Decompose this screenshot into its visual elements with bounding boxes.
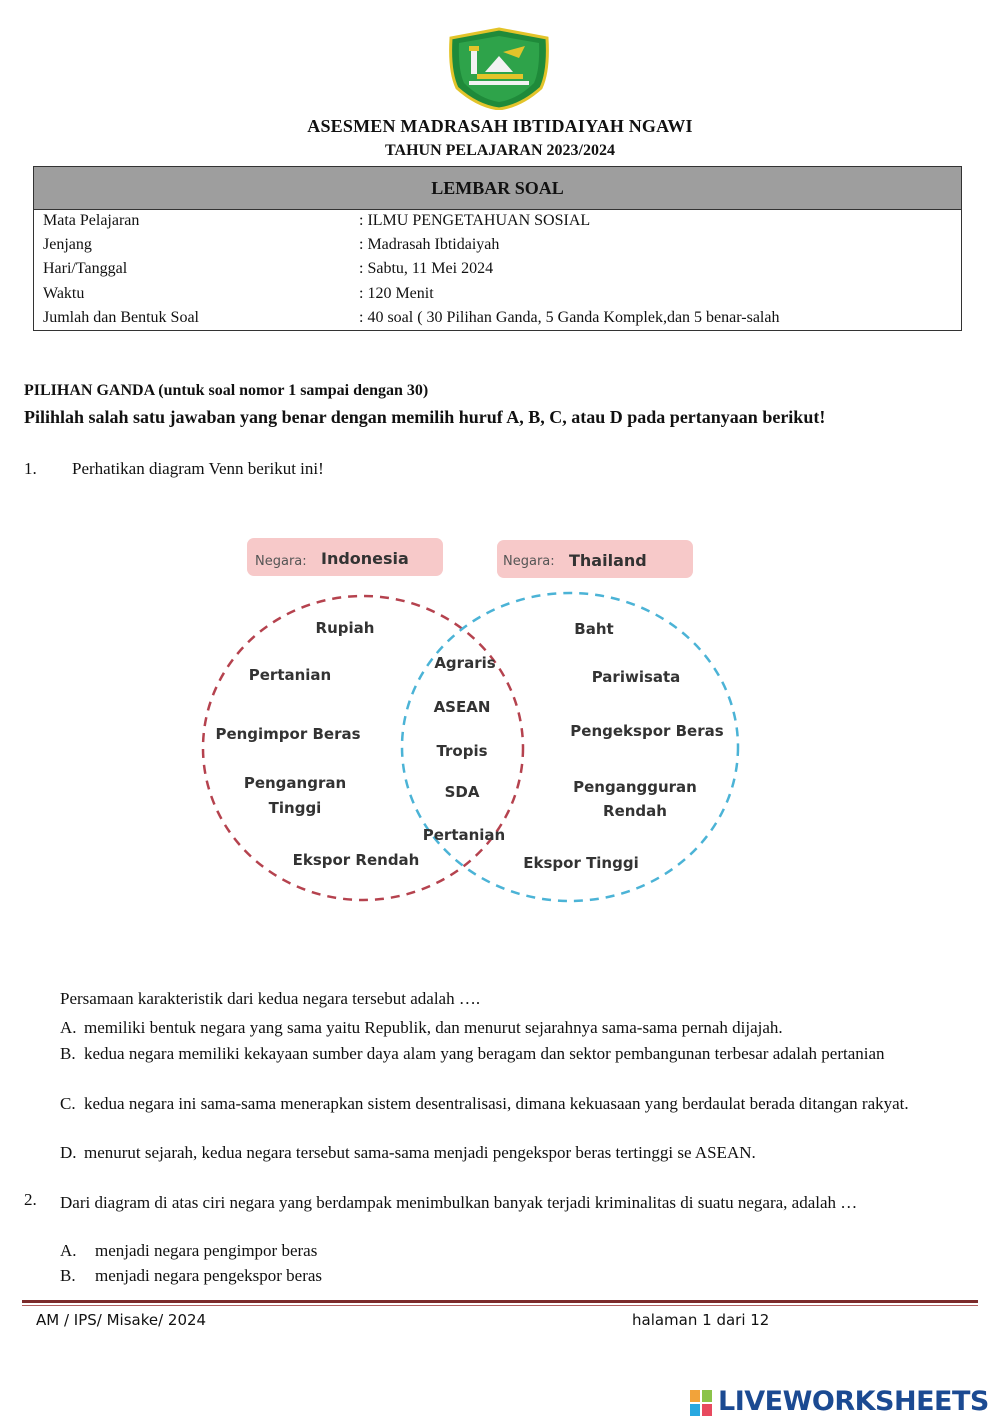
- venn-diagram: [195, 530, 755, 910]
- option-letter: A.: [60, 1241, 77, 1260]
- venn-left-item: Pengangran: [243, 774, 347, 792]
- footer-divider: [22, 1300, 978, 1303]
- liveworksheets-icon: [690, 1390, 712, 1416]
- venn-right-item: Rendah: [603, 802, 667, 820]
- option-letter: B.: [60, 1044, 76, 1063]
- right-tag-label: Negara:: [503, 554, 555, 569]
- option-text: menjadi negara pengimpor beras: [95, 1241, 318, 1260]
- info-value: : 40 soal ( 30 Pilihan Ganda, 5 Ganda Komplek,dan 5 benar-salah: [359, 309, 780, 326]
- venn-left-item: Pertanian: [248, 666, 332, 684]
- question-number: 2.: [24, 1190, 37, 1209]
- info-label: Hari/Tanggal: [43, 260, 128, 277]
- venn-middle-item: Pertanian: [422, 826, 506, 844]
- option-text: menurut sejarah, kedua negara tersebut sama-sama menjadi pengekspor beras tertinggi se ASEAN.: [84, 1143, 756, 1162]
- page-title: ASESMEN MADRASAH IBTIDAIYAH NGAWI: [307, 116, 693, 136]
- left-tag-label: Negara:: [255, 554, 307, 569]
- venn-right-item: Ekspor Tinggi: [523, 854, 639, 872]
- venn-middle-item: ASEAN: [433, 698, 491, 716]
- venn-right-item: Pengangguran: [573, 778, 697, 796]
- question-text: Dari diagram di atas ciri negara yang berdampak menimbulkan banyak terjadi kriminalitas di suatu negara, adalah …: [60, 1193, 858, 1212]
- info-label: Jenjang: [43, 236, 92, 253]
- watermark-text: LIVEWORKSHEETS: [718, 1386, 989, 1417]
- question-text: Perhatikan diagram Venn berikut ini!: [72, 459, 324, 478]
- option-letter: A.: [60, 1018, 77, 1037]
- section-heading: PILIHAN GANDA (untuk soal nomor 1 sampai dengan 30): [24, 382, 429, 399]
- info-label: Waktu: [43, 285, 85, 302]
- option-letter: B.: [60, 1266, 76, 1285]
- info-label: Mata Pelajaran: [43, 212, 140, 229]
- question-stem: Persamaan karakteristik dari kedua negara tersebut adalah ….: [60, 989, 481, 1008]
- option-letter: D.: [60, 1143, 77, 1162]
- option-text: menjadi negara pengekspor beras: [95, 1266, 323, 1285]
- info-value: : ILMU PENGETAHUAN SOSIAL: [359, 212, 591, 229]
- option-text: kedua negara ini sama-sama menerapkan sistem desentralisasi, dimana kekuasaan yang berdaulat berada ditangan rakyat.: [84, 1094, 909, 1113]
- info-label: Jumlah dan Bentuk Soal: [43, 309, 199, 326]
- option-letter: C.: [60, 1094, 76, 1113]
- info-table-heading: LEMBAR SOAL: [34, 167, 961, 210]
- venn-left-item: Pengimpor Beras: [215, 725, 361, 743]
- venn-middle-item: Agraris: [434, 654, 496, 672]
- venn-middle-item: Tropis: [436, 742, 488, 760]
- right-country: Thailand: [569, 551, 647, 570]
- liveworksheets-watermark: [690, 1386, 990, 1422]
- section-instruction: Pilihlah salah satu jawaban yang benar dengan memilih huruf A, B, C, atau D pada pertanyaan berikut!: [24, 407, 826, 427]
- footer-code: AM / IPS/ Misake/ 2024: [36, 1311, 207, 1329]
- info-table: [33, 166, 962, 331]
- option-text: memiliki bentuk negara yang sama yaitu Republik, dan menurut sejarahnya sama-sama pernah dijajah.: [84, 1018, 783, 1037]
- left-country: Indonesia: [321, 549, 409, 568]
- venn-left-item: Ekspor Rendah: [292, 851, 420, 869]
- venn-left-item: Tinggi: [268, 799, 322, 817]
- option-text: kedua negara memiliki kekayaan sumber daya alam yang beragam dan sektor pembangunan terbesar adalah pertanian: [84, 1044, 885, 1063]
- question-number: 1.: [24, 459, 37, 478]
- footer-divider-thin: [22, 1305, 978, 1306]
- venn-left-item: Rupiah: [315, 619, 375, 637]
- venn-middle-item: SDA: [444, 783, 480, 801]
- madrasah-logo: [441, 26, 557, 110]
- venn-right-item: Baht: [574, 620, 614, 638]
- page-subtitle: TAHUN PELAJARAN 2023/2024: [385, 142, 615, 159]
- info-value: : Sabtu, 11 Mei 2024: [359, 260, 494, 277]
- venn-right-item: Pariwisata: [591, 668, 681, 686]
- venn-right-item: Pengekspor Beras: [570, 722, 724, 740]
- info-value: : 120 Menit: [359, 285, 434, 302]
- info-value: : Madrasah Ibtidaiyah: [359, 236, 500, 253]
- page-indicator: halaman 1 dari 12: [632, 1311, 770, 1329]
